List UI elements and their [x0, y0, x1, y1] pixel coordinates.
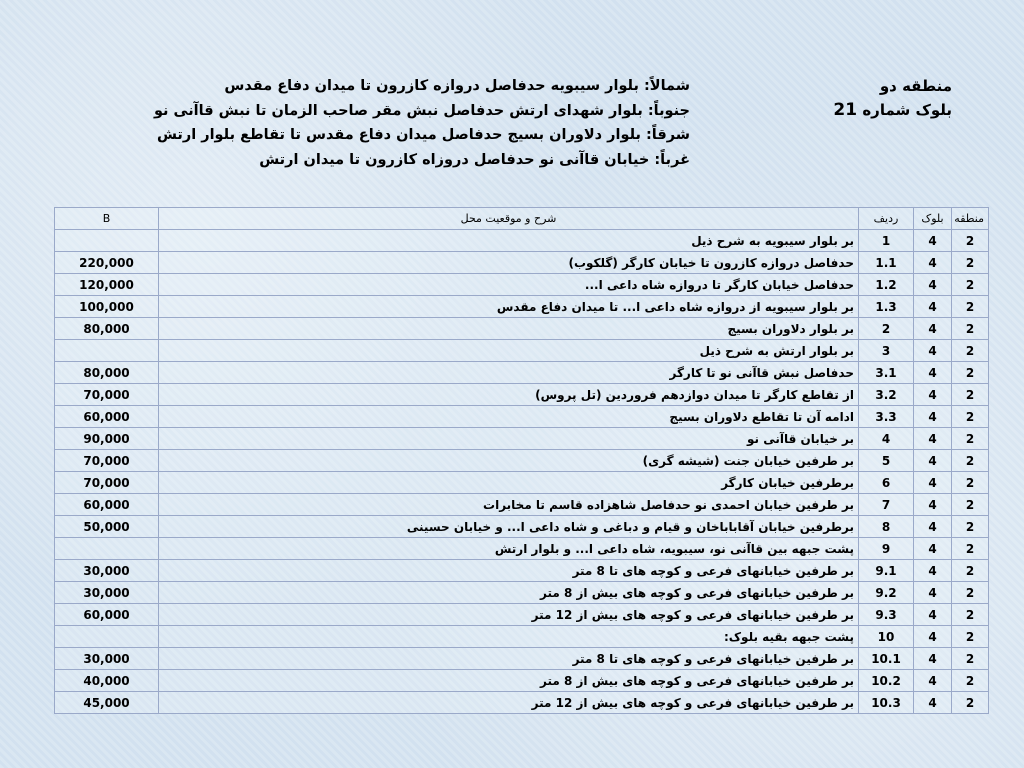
cell-region: 2	[952, 252, 989, 274]
header-region: منطقه	[952, 208, 989, 230]
table-row	[55, 252, 989, 274]
table-row	[55, 230, 989, 252]
cell-block: 4	[914, 604, 952, 626]
cell-b-value: 70,000	[55, 450, 159, 472]
cell-region: 2	[952, 230, 989, 252]
header-row: ردیف	[859, 208, 914, 230]
cell-region: 2	[952, 560, 989, 582]
cell-block: 4	[914, 318, 952, 340]
cell-row-number: 9.2	[859, 582, 914, 604]
cell-row-number: 1.1	[859, 252, 914, 274]
table-row	[55, 670, 989, 692]
cell-b-value: 30,000	[55, 560, 159, 582]
cell-row-number: 10.3	[859, 692, 914, 714]
table-row	[55, 384, 989, 406]
table-row	[55, 274, 989, 296]
cell-description: بر بلوار سیبویه از دروازه شاه داعی ا... تا میدان دفاع مقدس	[159, 296, 859, 318]
cell-b-value: 60,000	[55, 494, 159, 516]
cell-row-number: 1.2	[859, 274, 914, 296]
cell-block: 4	[914, 648, 952, 670]
cell-row-number: 2	[859, 318, 914, 340]
table-row	[55, 560, 989, 582]
cell-block: 4	[914, 670, 952, 692]
cell-block: 4	[914, 406, 952, 428]
cell-block: 4	[914, 560, 952, 582]
table-row	[55, 428, 989, 450]
table-row	[55, 604, 989, 626]
cell-region: 2	[952, 604, 989, 626]
cell-block: 4	[914, 340, 952, 362]
cell-row-number: 4	[859, 428, 914, 450]
table-row	[55, 494, 989, 516]
cell-row-number: 10.2	[859, 670, 914, 692]
cell-description: بر طرفین خیابانهای فرعی و کوچه های تا 8 متر	[159, 648, 859, 670]
table-row	[55, 318, 989, 340]
table-row	[55, 362, 989, 384]
cell-row-number: 9	[859, 538, 914, 560]
cell-region: 2	[952, 626, 989, 648]
cell-block: 4	[914, 538, 952, 560]
cell-block: 4	[914, 274, 952, 296]
cell-block: 4	[914, 516, 952, 538]
cell-row-number: 10	[859, 626, 914, 648]
block-prefix: بلوک شماره	[862, 101, 952, 119]
cell-region: 2	[952, 516, 989, 538]
cell-description: بر طرفین خیابانهای فرعی و کوچه های بیش از 12 متر	[159, 604, 859, 626]
cell-b-value: 220,000	[55, 252, 159, 274]
table-body	[55, 230, 989, 714]
cell-row-number: 3.2	[859, 384, 914, 406]
cell-description: برطرفین خیابان آقاباباخان و قیام و دباغی و شاه داعی ا... و خیابان حسینی	[159, 516, 859, 538]
cell-block: 4	[914, 692, 952, 714]
cell-b-value	[55, 230, 159, 252]
table-row	[55, 516, 989, 538]
cell-description: حدفاصل نبش قاآنی نو تا کارگر	[159, 362, 859, 384]
header-b: B	[55, 208, 159, 230]
block-borders	[153, 74, 690, 172]
border-north: شمالاً: بلوار سیبویه حدفاصل دروازه کازرون تا میدان دفاع مقدس	[224, 78, 690, 94]
cell-block: 4	[914, 384, 952, 406]
table-row	[55, 296, 989, 318]
table-row	[55, 626, 989, 648]
cell-row-number: 9.3	[859, 604, 914, 626]
cell-region: 2	[952, 318, 989, 340]
cell-description: پشت جبهه بین قاآنی نو، سیبویه، شاه داعی ا... و بلوار ارتش	[159, 538, 859, 560]
header-description: شرح و موقعیت محل	[159, 208, 859, 230]
cell-b-value	[55, 626, 159, 648]
cell-b-value: 45,000	[55, 692, 159, 714]
region-block-heading	[792, 74, 952, 122]
cell-region: 2	[952, 362, 989, 384]
cell-row-number: 6	[859, 472, 914, 494]
cell-b-value: 80,000	[55, 362, 159, 384]
cell-block: 4	[914, 494, 952, 516]
cell-region: 2	[952, 692, 989, 714]
cell-description: ادامه آن تا تقاطع دلاوران بسیج	[159, 406, 859, 428]
cell-block: 4	[914, 472, 952, 494]
cell-description: بر طرفین خیابان جنت (شیشه گری)	[159, 450, 859, 472]
cell-region: 2	[952, 648, 989, 670]
cell-region: 2	[952, 450, 989, 472]
cell-b-value: 60,000	[55, 406, 159, 428]
cell-description: بر بلوار سیبویه به شرح ذیل	[159, 230, 859, 252]
cell-description: حدفاصل خیابان کارگر تا دروازه شاه داعی ا...	[159, 274, 859, 296]
cell-description: بر طرفین خیابانهای فرعی و کوچه های بیش از 12 متر	[159, 692, 859, 714]
cell-region: 2	[952, 472, 989, 494]
cell-block: 4	[914, 362, 952, 384]
cell-region: 2	[952, 406, 989, 428]
block-label	[792, 98, 952, 122]
cell-description: بر خیابان قاآنی نو	[159, 428, 859, 450]
cell-description: حدفاصل دروازه کازرون تا خیابان کارگر (گلکوب)	[159, 252, 859, 274]
cell-b-value: 50,000	[55, 516, 159, 538]
cell-block: 4	[914, 450, 952, 472]
cell-row-number: 1.3	[859, 296, 914, 318]
cell-description: بر طرفین خیابانهای فرعی و کوچه های بیش از 8 متر	[159, 582, 859, 604]
cell-region: 2	[952, 670, 989, 692]
cell-region: 2	[952, 296, 989, 318]
cell-region: 2	[952, 538, 989, 560]
cell-description: بر بلوار دلاوران بسیج	[159, 318, 859, 340]
cell-row-number: 7	[859, 494, 914, 516]
cell-description: پشت جبهه بقیه بلوک:	[159, 626, 859, 648]
cell-row-number: 9.1	[859, 560, 914, 582]
cell-block: 4	[914, 582, 952, 604]
cell-block: 4	[914, 296, 952, 318]
cell-block: 4	[914, 626, 952, 648]
cell-region: 2	[952, 582, 989, 604]
cell-row-number: 3	[859, 340, 914, 362]
cell-description: بر طرفین خیابان احمدی نو حدفاصل شاهزاده قاسم تا مخابرات	[159, 494, 859, 516]
cell-b-value: 80,000	[55, 318, 159, 340]
table-row	[55, 406, 989, 428]
table-header-row	[55, 208, 989, 230]
cell-b-value: 40,000	[55, 670, 159, 692]
cell-row-number: 8	[859, 516, 914, 538]
cell-region: 2	[952, 274, 989, 296]
table-row	[55, 582, 989, 604]
header-block: بلوک	[914, 208, 952, 230]
cell-row-number: 5	[859, 450, 914, 472]
cell-row-number: 3.1	[859, 362, 914, 384]
cell-b-value: 70,000	[55, 472, 159, 494]
border-west: غرباً: خیابان قاآنی نو حدفاصل دروزاه کازرون تا میدان ارتش	[259, 151, 690, 168]
cell-row-number: 3.3	[859, 406, 914, 428]
cell-b-value: 30,000	[55, 582, 159, 604]
border-south: جنوباً: بلوار شهدای ارتش حدفاصل نبش مقر صاحب الزمان تا نبش قاآنی نو	[153, 102, 690, 119]
region-label: منطقه دو	[879, 77, 952, 95]
cell-region: 2	[952, 494, 989, 516]
cell-b-value	[55, 538, 159, 560]
cell-description: از تقاطع کارگر تا میدان دوازدهم فروردین (تل پروس)	[159, 384, 859, 406]
cell-b-value	[55, 340, 159, 362]
cell-block: 4	[914, 252, 952, 274]
cell-row-number: 1	[859, 230, 914, 252]
table-row	[55, 538, 989, 560]
cell-row-number: 10.1	[859, 648, 914, 670]
cell-region: 2	[952, 340, 989, 362]
cell-description: بر طرفین خیابانهای فرعی و کوچه های تا 8 متر	[159, 560, 859, 582]
cell-description: برطرفین خیابان کارگر	[159, 472, 859, 494]
cell-b-value: 70,000	[55, 384, 159, 406]
cell-description: بر بلوار ارتش به شرح ذیل	[159, 340, 859, 362]
table-row	[55, 692, 989, 714]
table-row	[55, 472, 989, 494]
table-row	[55, 450, 989, 472]
border-east: شرقاً: بلوار دلاوران بسیج حدفاصل میدان دفاع مقدس تا تقاطع بلوار ارتش	[156, 127, 690, 143]
cell-b-value: 30,000	[55, 648, 159, 670]
cell-b-value: 100,000	[55, 296, 159, 318]
cell-b-value: 120,000	[55, 274, 159, 296]
cell-block: 4	[914, 428, 952, 450]
cell-description: بر طرفین خیابانهای فرعی و کوچه های بیش از 8 متر	[159, 670, 859, 692]
cell-b-value: 60,000	[55, 604, 159, 626]
cell-region: 2	[952, 384, 989, 406]
table-row	[55, 340, 989, 362]
cell-b-value: 90,000	[55, 428, 159, 450]
price-table	[54, 207, 989, 714]
table-row	[55, 648, 989, 670]
block-number: 21	[833, 100, 858, 120]
cell-region: 2	[952, 428, 989, 450]
cell-block: 4	[914, 230, 952, 252]
